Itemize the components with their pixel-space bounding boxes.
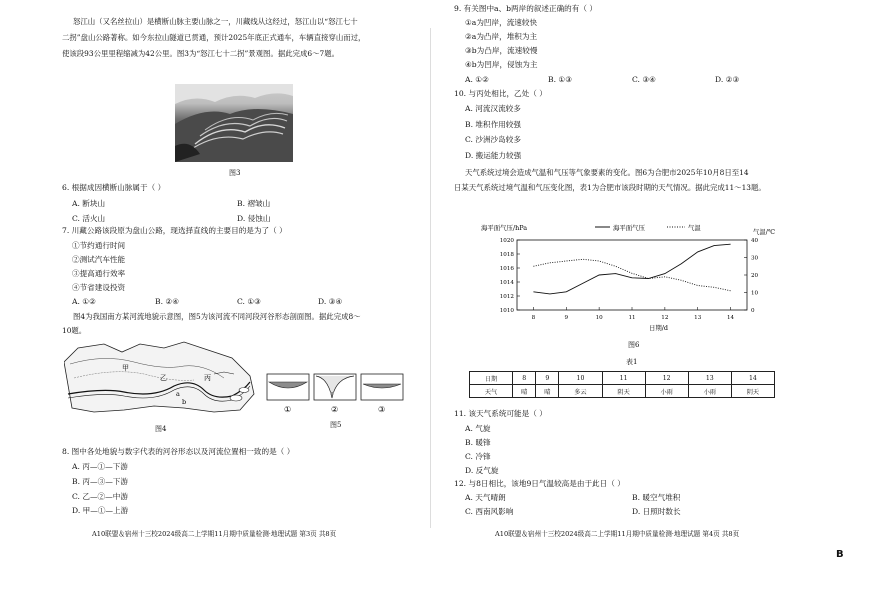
x-tick-label: 12 [661, 315, 669, 321]
question-12-stem: 12. 与8日相比，该地9日气温较高是由于此日（ ） [454, 479, 625, 488]
q9-option-a[interactable]: A. ①② [465, 75, 489, 84]
x-tick-label: 9 [564, 315, 569, 321]
y-right-tick-label: 0 [751, 308, 755, 314]
q12-option-c[interactable]: C. 西南风影响 [465, 507, 514, 516]
fig4-label-yi: 乙 [160, 374, 167, 382]
q9-item-4: ④b为凹岸，侵蚀为主 [465, 60, 538, 69]
table-date-cell: 12 [645, 372, 688, 385]
q9-item-3: ③b为凸岸，流速较慢 [465, 46, 538, 55]
y-left-tick-label: 1020 [499, 238, 514, 244]
chart-ticks [500, 238, 759, 321]
question-6-stem: 6. 根据成因横断山脉属于（ ） [62, 183, 166, 192]
q7-option-d[interactable]: D. ③④ [318, 297, 343, 306]
table-date-cell: 11 [602, 372, 645, 385]
figure-5-caption: 图5 [330, 421, 342, 429]
y-left-tick-label: 1012 [499, 294, 514, 300]
q10-option-c[interactable]: C. 沙洲沙岛较多 [465, 135, 521, 144]
q10-option-a[interactable]: A. 河流汉流较多 [465, 104, 521, 113]
q7-item-2: ②测试汽车性能 [72, 255, 126, 264]
q9-option-d[interactable]: D. ②③ [715, 75, 740, 84]
figure-6-chart [475, 200, 805, 335]
legend-label-pressure: 海平面气压 [613, 224, 645, 232]
table-weather-cell: 小雨 [645, 385, 688, 398]
y-left-tick-label: 1014 [499, 280, 514, 286]
fig5-label-2: ② [331, 405, 339, 414]
y-axis-left-label: 海平面气压/hPa [481, 224, 528, 232]
y-right-tick-label: 10 [751, 290, 759, 297]
mountain-road-illustration [175, 84, 293, 162]
page-3-footer: A10联盟＆宿州十三校2024级高二上学期11月期中质量检测·地理试题 第3页 共8页 [92, 530, 337, 538]
intro-line-1: 天气系统过境会造成气温和气压等气象要素的变化。图6为合肥市2025年10月8日至14 [465, 168, 749, 177]
fig4-label-jia: 甲 [122, 364, 129, 372]
table-1-caption: 表1 [626, 358, 638, 366]
table-header-cell: 天气 [470, 385, 513, 398]
series-line-pressure [533, 244, 730, 294]
q10-option-b[interactable]: B. 堆积作用较强 [465, 120, 521, 129]
q8-option-b[interactable]: B. 丙—③—下游 [72, 477, 128, 486]
figure-3-photo [175, 84, 293, 162]
figure-4-river-landform [64, 338, 264, 416]
y-right-tick-label: 20 [751, 273, 759, 279]
q11-option-d[interactable]: D. 反气旋 [465, 466, 499, 475]
fig5-label-3: ③ [378, 405, 386, 414]
page-4 [435, 0, 870, 591]
q9-item-2: ②a为凸岸，堆积为主 [465, 32, 538, 41]
chart-axes [517, 240, 747, 310]
table-weather-cell: 多云 [559, 385, 602, 398]
q9-option-b[interactable]: B. ①③ [548, 75, 573, 84]
intro2-line-1: 图4为我国南方某河流地貌示意图，图5为该河流不同河段河谷形态剖面图。据此完成8～ [73, 312, 361, 321]
figure-4-caption: 图4 [155, 425, 167, 433]
question-8-stem: 8. 图中各处地貌与数字代表的河谷形态以及河流位置相一致的是（ ） [62, 447, 295, 456]
paper-version-mark: B [836, 549, 844, 560]
question-7-stem: 7. 川藏公路该段原为盘山公路，现选择直线的主要目的是为了（ ） [62, 226, 287, 235]
page-4-footer: A10联盟＆宿州十三校2024级高二上学期11月期中质量检测·地理试题 第4页 共8页 [495, 530, 740, 538]
plot-frame [517, 240, 747, 310]
table-header-cell: 日期 [470, 372, 513, 385]
weather-table [469, 371, 775, 398]
fig4-label-a: a [176, 390, 180, 398]
table-row [470, 385, 775, 398]
q6-option-a[interactable]: A. 断块山 [72, 199, 106, 208]
question-9-stem: 9. 有关图中a、b两岸的叙述正确的有（ ） [454, 4, 597, 13]
chart-series [533, 244, 730, 294]
q9-option-c[interactable]: C. ③④ [632, 75, 656, 84]
intro-line-2: 二拐”盘山公路著称。如今东拉山隧道已贯通，预计2025年底正式通车，车辆直接穿山而过， [62, 33, 366, 42]
y-left-tick-label: 1018 [499, 252, 514, 258]
table-row [470, 372, 775, 385]
q7-item-1: ①节约通行时间 [72, 241, 126, 250]
q8-option-a[interactable]: A. 丙—①—下游 [72, 462, 128, 471]
table-weather-cell: 阴天 [731, 385, 774, 398]
q8-option-d[interactable]: D. 甲—①—上游 [72, 506, 129, 515]
y-left-tick-label: 1010 [499, 308, 514, 314]
table-date-cell: 10 [559, 372, 602, 385]
table-weather-cell: 晴 [513, 385, 536, 398]
table-date-cell: 9 [536, 372, 559, 385]
q7-item-3: ③提高通行效率 [72, 269, 126, 278]
y-right-tick-label: 30 [751, 255, 759, 262]
question-10-stem: 10. 与丙处相比，乙处（ ） [454, 89, 547, 98]
q12-option-b[interactable]: B. 暖空气堆积 [632, 493, 681, 502]
x-tick-label: 13 [694, 315, 702, 321]
q11-option-a[interactable]: A. 气旋 [465, 424, 491, 433]
q7-option-b[interactable]: B. ②④ [155, 297, 180, 306]
intro2-line-2: 10题。 [62, 326, 87, 335]
table-date-cell: 8 [513, 372, 536, 385]
q7-option-c[interactable]: C. ①③ [237, 297, 261, 306]
figure-3-caption: 图3 [229, 169, 241, 177]
figure-5-valley-profiles [266, 372, 406, 416]
q12-option-a[interactable]: A. 天气晴朗 [465, 493, 506, 502]
x-tick-label: 11 [628, 315, 636, 321]
q10-option-d[interactable]: D. 搬运能力较强 [465, 151, 522, 160]
intro-line-1: 怒江山（又名丝拉山）是横断山脉主要山脉之一，川藏线从这经过，怒江山以“怒江七十 [73, 17, 358, 26]
table-date-cell: 14 [731, 372, 774, 385]
q12-option-d[interactable]: D. 日照时数长 [632, 507, 681, 516]
intro-line-2: 日某天气系统过境气温和气压变化图，表1为合肥市该段时期的天气情况。据此完成11～13题。 [454, 183, 766, 192]
table-weather-cell: 小雨 [688, 385, 731, 398]
figure-6-caption: 图6 [628, 341, 640, 349]
q11-option-b[interactable]: B. 暖锋 [465, 438, 491, 447]
q7-option-a[interactable]: A. ①② [72, 297, 96, 306]
fig4-label-bing: 丙 [204, 374, 211, 382]
fig4-label-b: b [182, 398, 187, 406]
x-tick-label: 8 [531, 315, 536, 321]
y-right-tick-label: 40 [751, 238, 759, 244]
legend-label-temperature: 气温 [688, 224, 701, 232]
y-axis-right-label: 气温/℃ [753, 228, 776, 236]
q6-option-b[interactable]: B. 褶皱山 [237, 199, 271, 208]
table-weather-cell: 阴天 [602, 385, 645, 398]
q6-option-d[interactable]: D. 侵蚀山 [237, 214, 271, 223]
intro-line-3: 使该段93公里里程缩减为42公里。图3为“怒江七十二拐”景观图。据此完成6～7题。 [62, 49, 339, 58]
y-left-tick-label: 1016 [499, 266, 514, 272]
table-date-cell: 13 [688, 372, 731, 385]
x-tick-label: 10 [595, 315, 603, 321]
question-11-stem: 11. 该天气系统可能是（ ） [454, 409, 547, 418]
q7-item-4: ④节省建设投资 [72, 283, 126, 292]
q6-option-c[interactable]: C. 活火山 [72, 214, 106, 223]
q11-option-c[interactable]: C. 冷锋 [465, 452, 491, 461]
table-weather-cell: 晴 [536, 385, 559, 398]
x-axis-label: 日期/d [649, 324, 669, 332]
q8-option-c[interactable]: C. 乙—②—中游 [72, 492, 128, 501]
series-line-temperature [533, 259, 730, 291]
x-tick-label: 14 [727, 315, 735, 321]
fig5-label-1: ① [284, 405, 292, 414]
q9-item-1: ①a为凹岸，流速较快 [465, 18, 538, 27]
